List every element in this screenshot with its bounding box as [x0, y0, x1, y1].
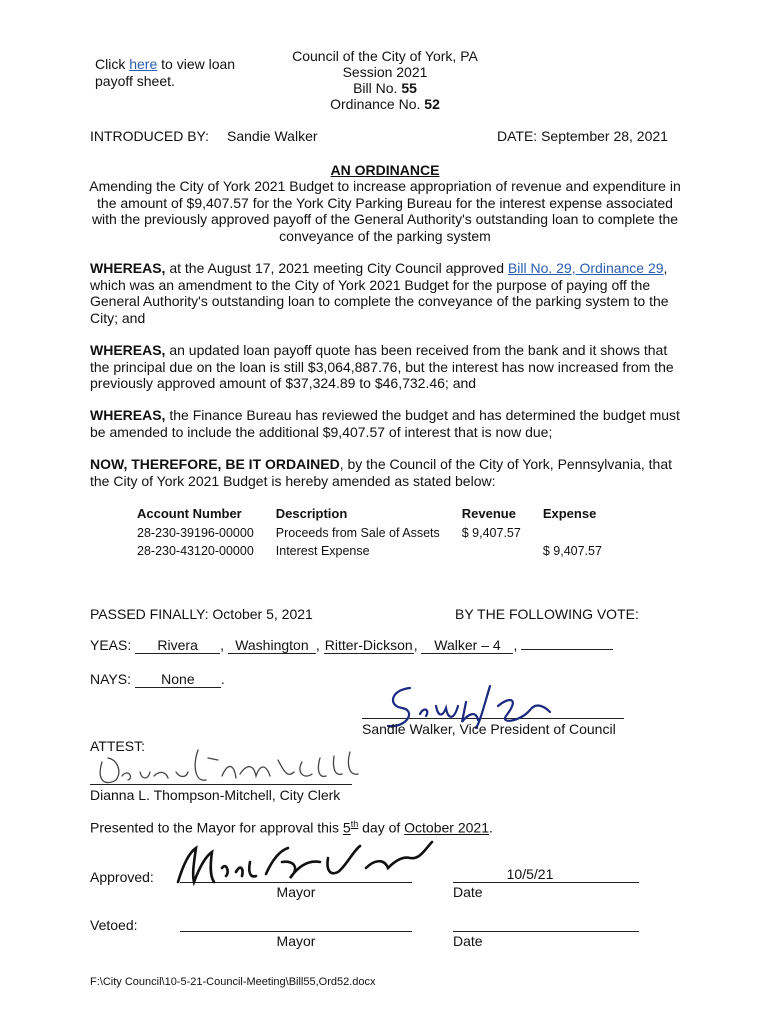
- date-label-vetoed: Date: [453, 933, 483, 949]
- presented-month: October 2021: [404, 819, 489, 836]
- mayor-label-approved: Mayor: [276, 884, 316, 900]
- vetoed-label: Vetoed:: [90, 917, 138, 933]
- presented-line: Presented to the Mayor for approval this 5th day of October 2021.: [90, 819, 493, 836]
- budget-amendment-table: [133, 506, 620, 561]
- yeas-line: YEAS: Rivera , Washington , Ritter-Dickson, Walker – 4 ,: [90, 637, 613, 654]
- table-row: [133, 525, 620, 543]
- introducer-name: Sandie Walker: [227, 128, 318, 144]
- column-header: Description: [275, 506, 348, 521]
- yea-vote: Washington: [228, 638, 316, 654]
- nay-vote: None: [135, 672, 221, 688]
- clerk-signature-image: [88, 742, 368, 792]
- passed-finally: PASSED FINALLY: October 5, 2021: [90, 606, 313, 622]
- veto-date-line: [453, 931, 639, 932]
- following-vote-label: BY THE FOLLOWING VOTE:: [455, 606, 639, 622]
- column-header: Expense: [542, 506, 597, 521]
- column-header: Account Number: [137, 506, 242, 521]
- ordinance-number: Ordinance No. 52: [330, 96, 440, 112]
- whereas-paragraph-2: WHEREAS, an updated loan payoff quote has been received from the bank and it shows that the principal due on the loan is still $3,064,887.76, but the interest has now increased from the previously approved amount of $37,324.89 to $46,732.46; and: [90, 342, 674, 391]
- link-suffix: to view loan: [157, 56, 236, 72]
- account-number-cell: 28-230-43120-00000: [137, 544, 254, 558]
- nays-line: NAYS: None .: [90, 671, 225, 687]
- council-header: [270, 48, 500, 112]
- payoff-link-block: [95, 56, 235, 90]
- approved-label: Approved:: [90, 869, 154, 885]
- clerk-name: Dianna L. Thompson-Mitchell, City Clerk: [90, 787, 341, 803]
- now-therefore-paragraph: NOW, THEREFORE, BE IT ORDAINED, by the Council of the City of York, Pennsylvania, that the City of York 2021 Budget is hereby amended as stated below:: [90, 456, 672, 489]
- revenue-cell: $ 9,407.57: [461, 526, 521, 540]
- link-line2: payoff sheet.: [95, 73, 175, 89]
- nays-label: NAYS:: [90, 671, 135, 687]
- column-header: Revenue: [461, 506, 516, 521]
- ordinance-title: AN ORDINANCE: [330, 162, 440, 178]
- ordinance-description: Amending the City of York 2021 Budget to increase appropriation of revenue and expenditure in the amount of $9,407.57 for the York City Parking Bureau for the interest expense associated with the previously approved payoff of the General Authority's outstanding loan to complete the conveyance of the parking system: [89, 178, 681, 244]
- yea-vote: Walker – 4: [421, 638, 513, 654]
- file-path-footer: F:\City Council\10-5-21-Council-Meeting\Bill55,Ord52.docx: [90, 976, 376, 988]
- payoff-sheet-link[interactable]: here: [129, 56, 158, 72]
- table-header-row: [133, 506, 620, 525]
- bill-number: Bill No. 55: [353, 80, 417, 96]
- mayor-veto-line: [180, 931, 412, 932]
- date-label-approved: Date: [453, 884, 483, 900]
- description-cell: Proceeds from Sale of Assets: [275, 526, 440, 540]
- mayor-label-vetoed: Mayor: [276, 933, 316, 949]
- whereas-paragraph-1: WHEREAS, at the August 17, 2021 meeting City Council approved Bill No. 29, Ordinance 29, which was an amendment to the City of York 2021 Budget for the purpose of paying off the General Authority's outstanding loan to complete the conveyance of the parking system to the City; and: [90, 260, 669, 326]
- link-prefix: Click: [95, 56, 130, 72]
- council-name: Council of the City of York, PA: [292, 48, 478, 64]
- attest-label: ATTEST:: [90, 738, 145, 754]
- presented-day: 5: [342, 819, 351, 836]
- intro-date: DATE: September 28, 2021: [497, 128, 668, 144]
- yea-vote: Rivera: [135, 638, 220, 654]
- yeas-label: YEAS:: [90, 637, 136, 653]
- description-cell: Interest Expense: [275, 544, 370, 558]
- account-number-cell: 28-230-39196-00000: [137, 526, 254, 540]
- approval-date: 10/5/21: [506, 866, 554, 882]
- introduced-by-label: INTRODUCED BY:: [90, 128, 210, 144]
- table-row: [133, 543, 620, 561]
- expense-cell: $ 9,407.57: [542, 544, 602, 558]
- whereas-paragraph-3: WHEREAS, the Finance Bureau has reviewed the budget and has determined the budget must be amended to include the additional $9,407.57 of interest that is now due;: [90, 407, 680, 440]
- revenue-cell: [458, 543, 539, 561]
- vp-name: Sandie Walker, Vice President of Council: [362, 721, 616, 737]
- approval-date-line: [453, 882, 639, 883]
- session: Session 2021: [342, 64, 428, 80]
- yea-vote: Ritter-Dickson: [324, 637, 413, 653]
- expense-cell: [539, 525, 620, 543]
- day-suffix: th: [350, 819, 359, 829]
- yea-vote: [521, 649, 613, 650]
- bill-29-link[interactable]: Bill No. 29, Ordinance 29: [507, 260, 664, 276]
